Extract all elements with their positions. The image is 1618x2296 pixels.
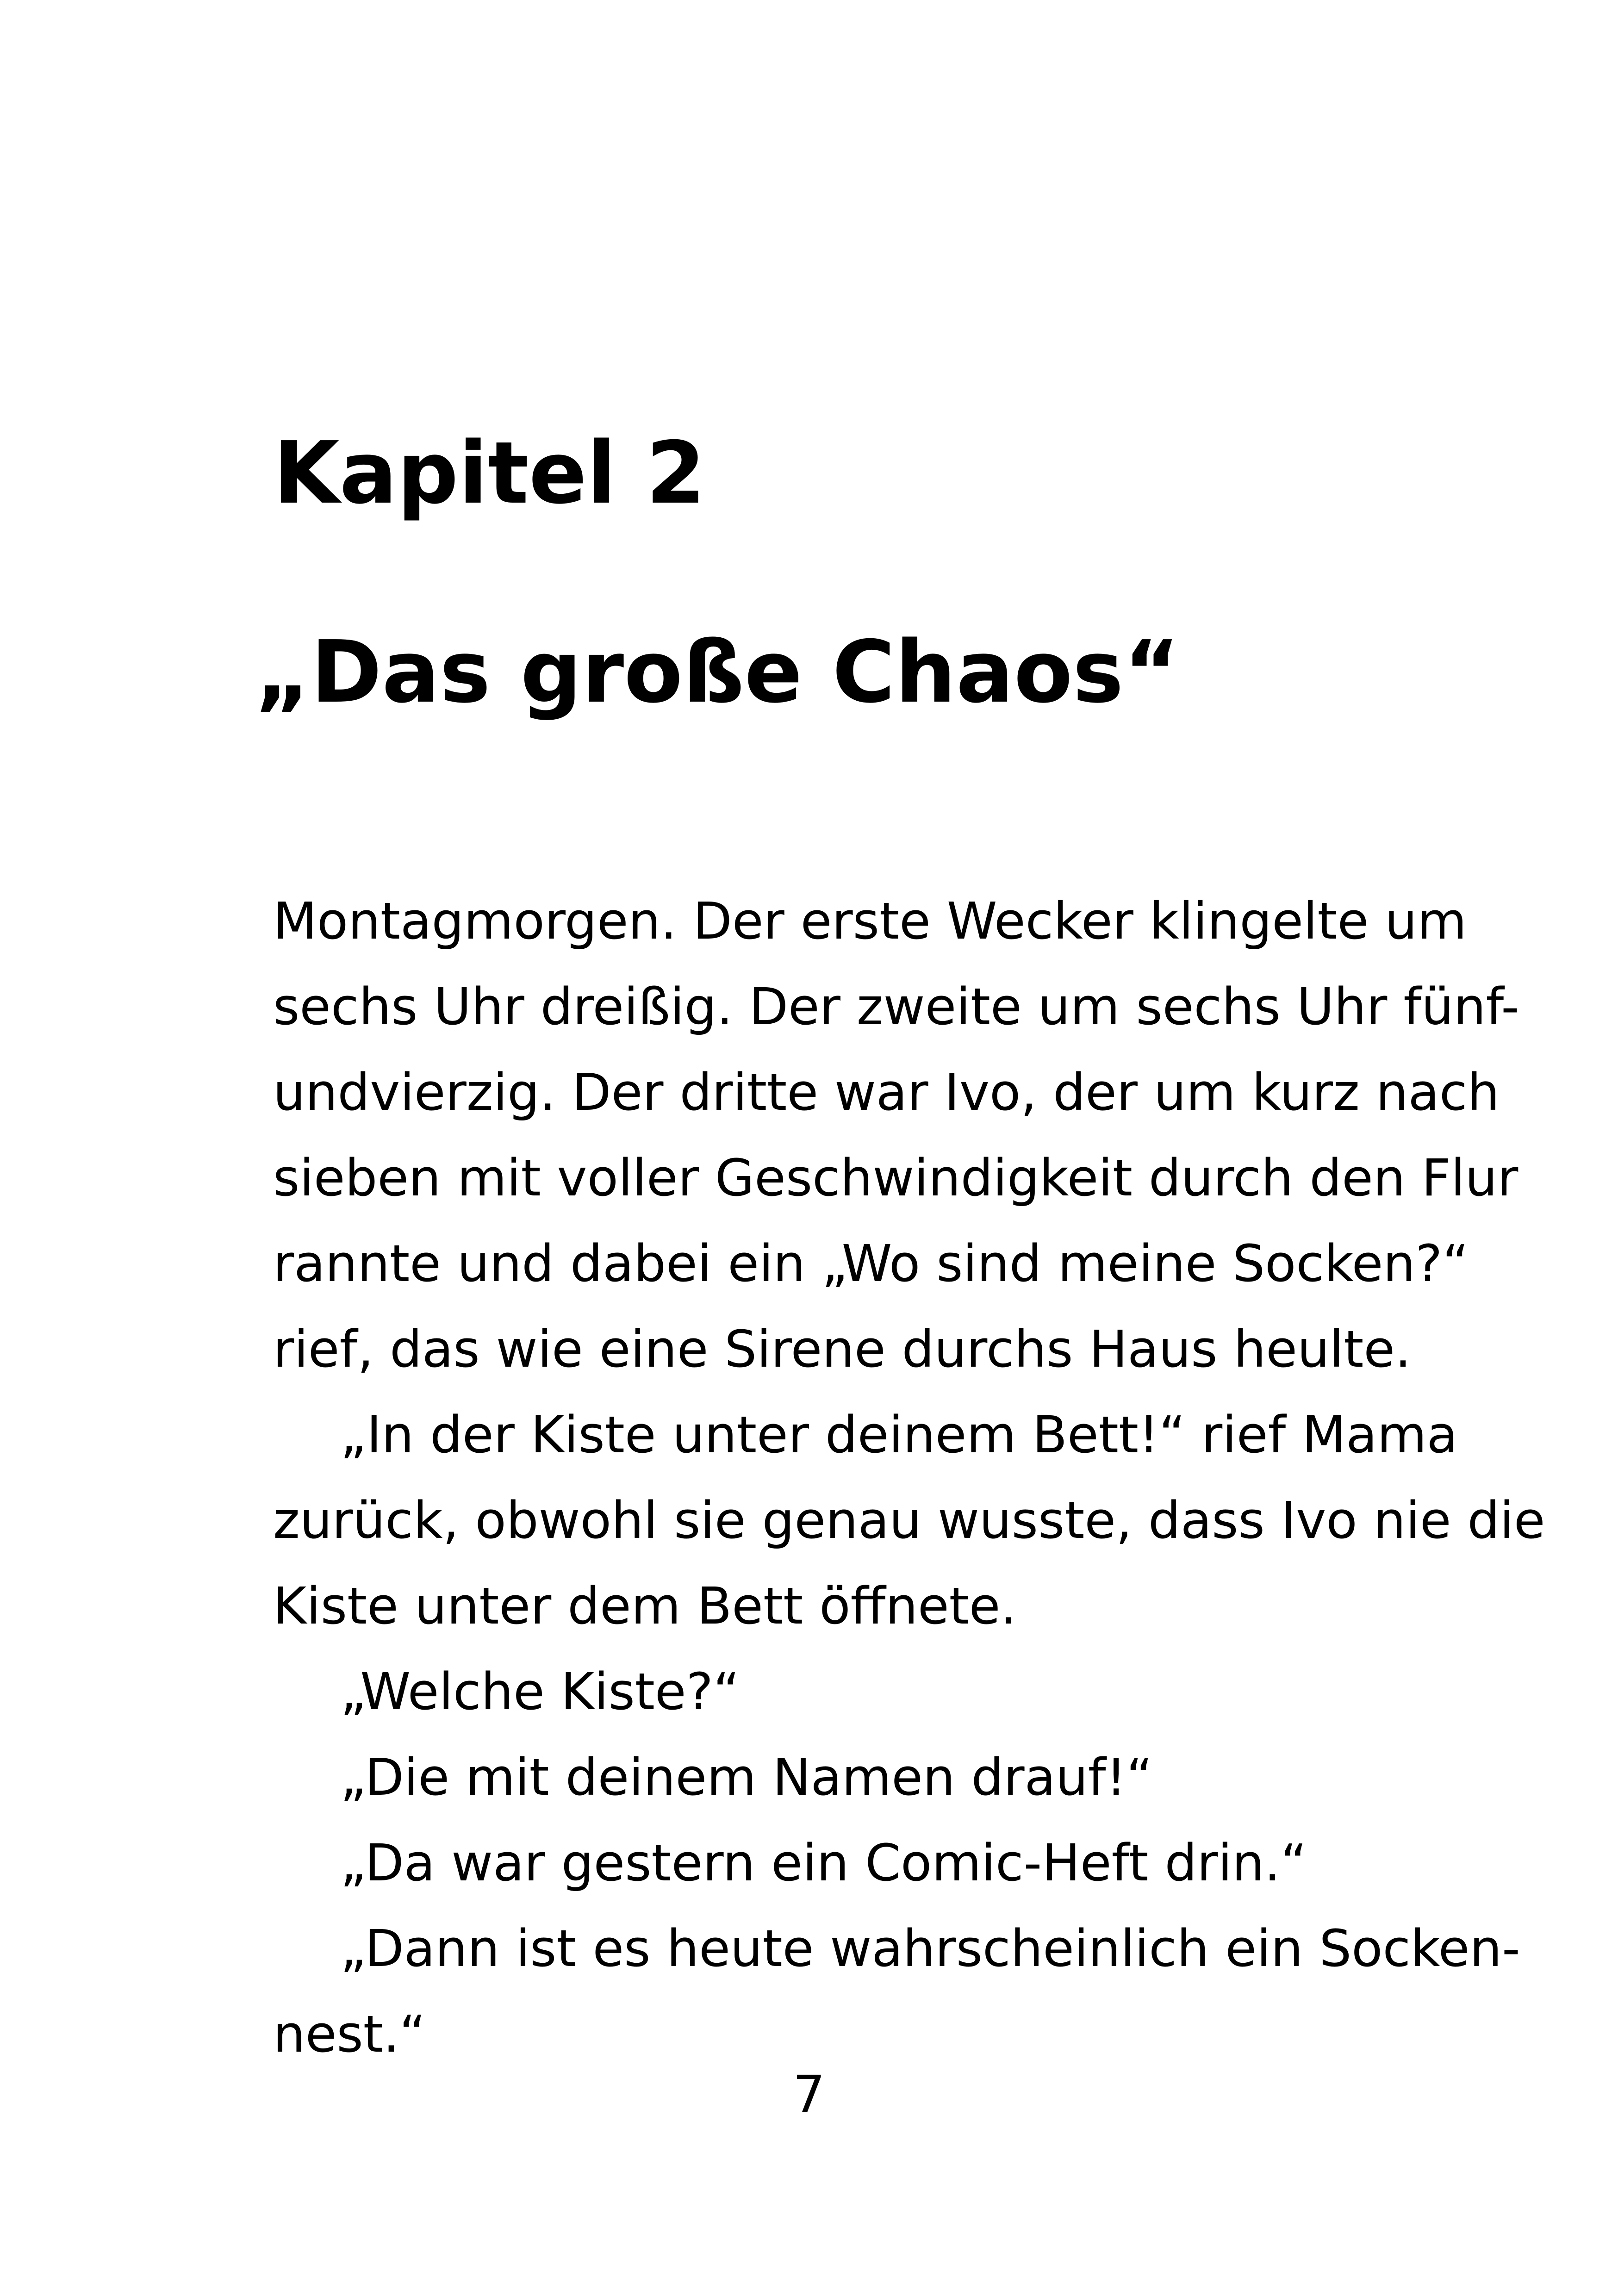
body-line: „Da war gestern ein Comic-Heft drin.“ [340, 1833, 1307, 1892]
body-line: Montagmorgen. Der erste Wecker klingelte um [273, 891, 1467, 951]
body-line: undvierzig. Der dritte war Ivo, der um kurz nach [273, 1063, 1500, 1122]
body-line: „Die mit deinem Namen drauf!“ [340, 1748, 1153, 1807]
body-line: sieben mit voller Geschwindigkeit durch den Flur [273, 1148, 1518, 1207]
chapter-title: „Das große Chaos“ [255, 622, 1180, 722]
body-line: „Dann ist es heute wahrscheinlich ein Socken- [340, 1919, 1520, 1978]
body-line: Kiste unter dem Bett öffnete. [273, 1576, 1017, 1636]
page-number: 7 [793, 2065, 825, 2124]
body-line: zurück, obwohl sie genau wusste, dass Ivo nie die [273, 1491, 1545, 1550]
body-line: rannte und dabei ein „Wo sind meine Socken?“ [273, 1234, 1469, 1293]
body-line: rief, das wie eine Sirene durchs Haus heulte. [273, 1319, 1411, 1379]
body-line: sechs Uhr dreißig. Der zweite um sechs Uhr fünf- [273, 977, 1519, 1036]
chapter-number: Kapitel 2 [273, 423, 706, 523]
body-line: „In der Kiste unter deinem Bett!“ rief Mama [340, 1405, 1458, 1464]
body-line: „Welche Kiste?“ [340, 1662, 740, 1721]
body-line: nest.“ [273, 2004, 426, 2064]
